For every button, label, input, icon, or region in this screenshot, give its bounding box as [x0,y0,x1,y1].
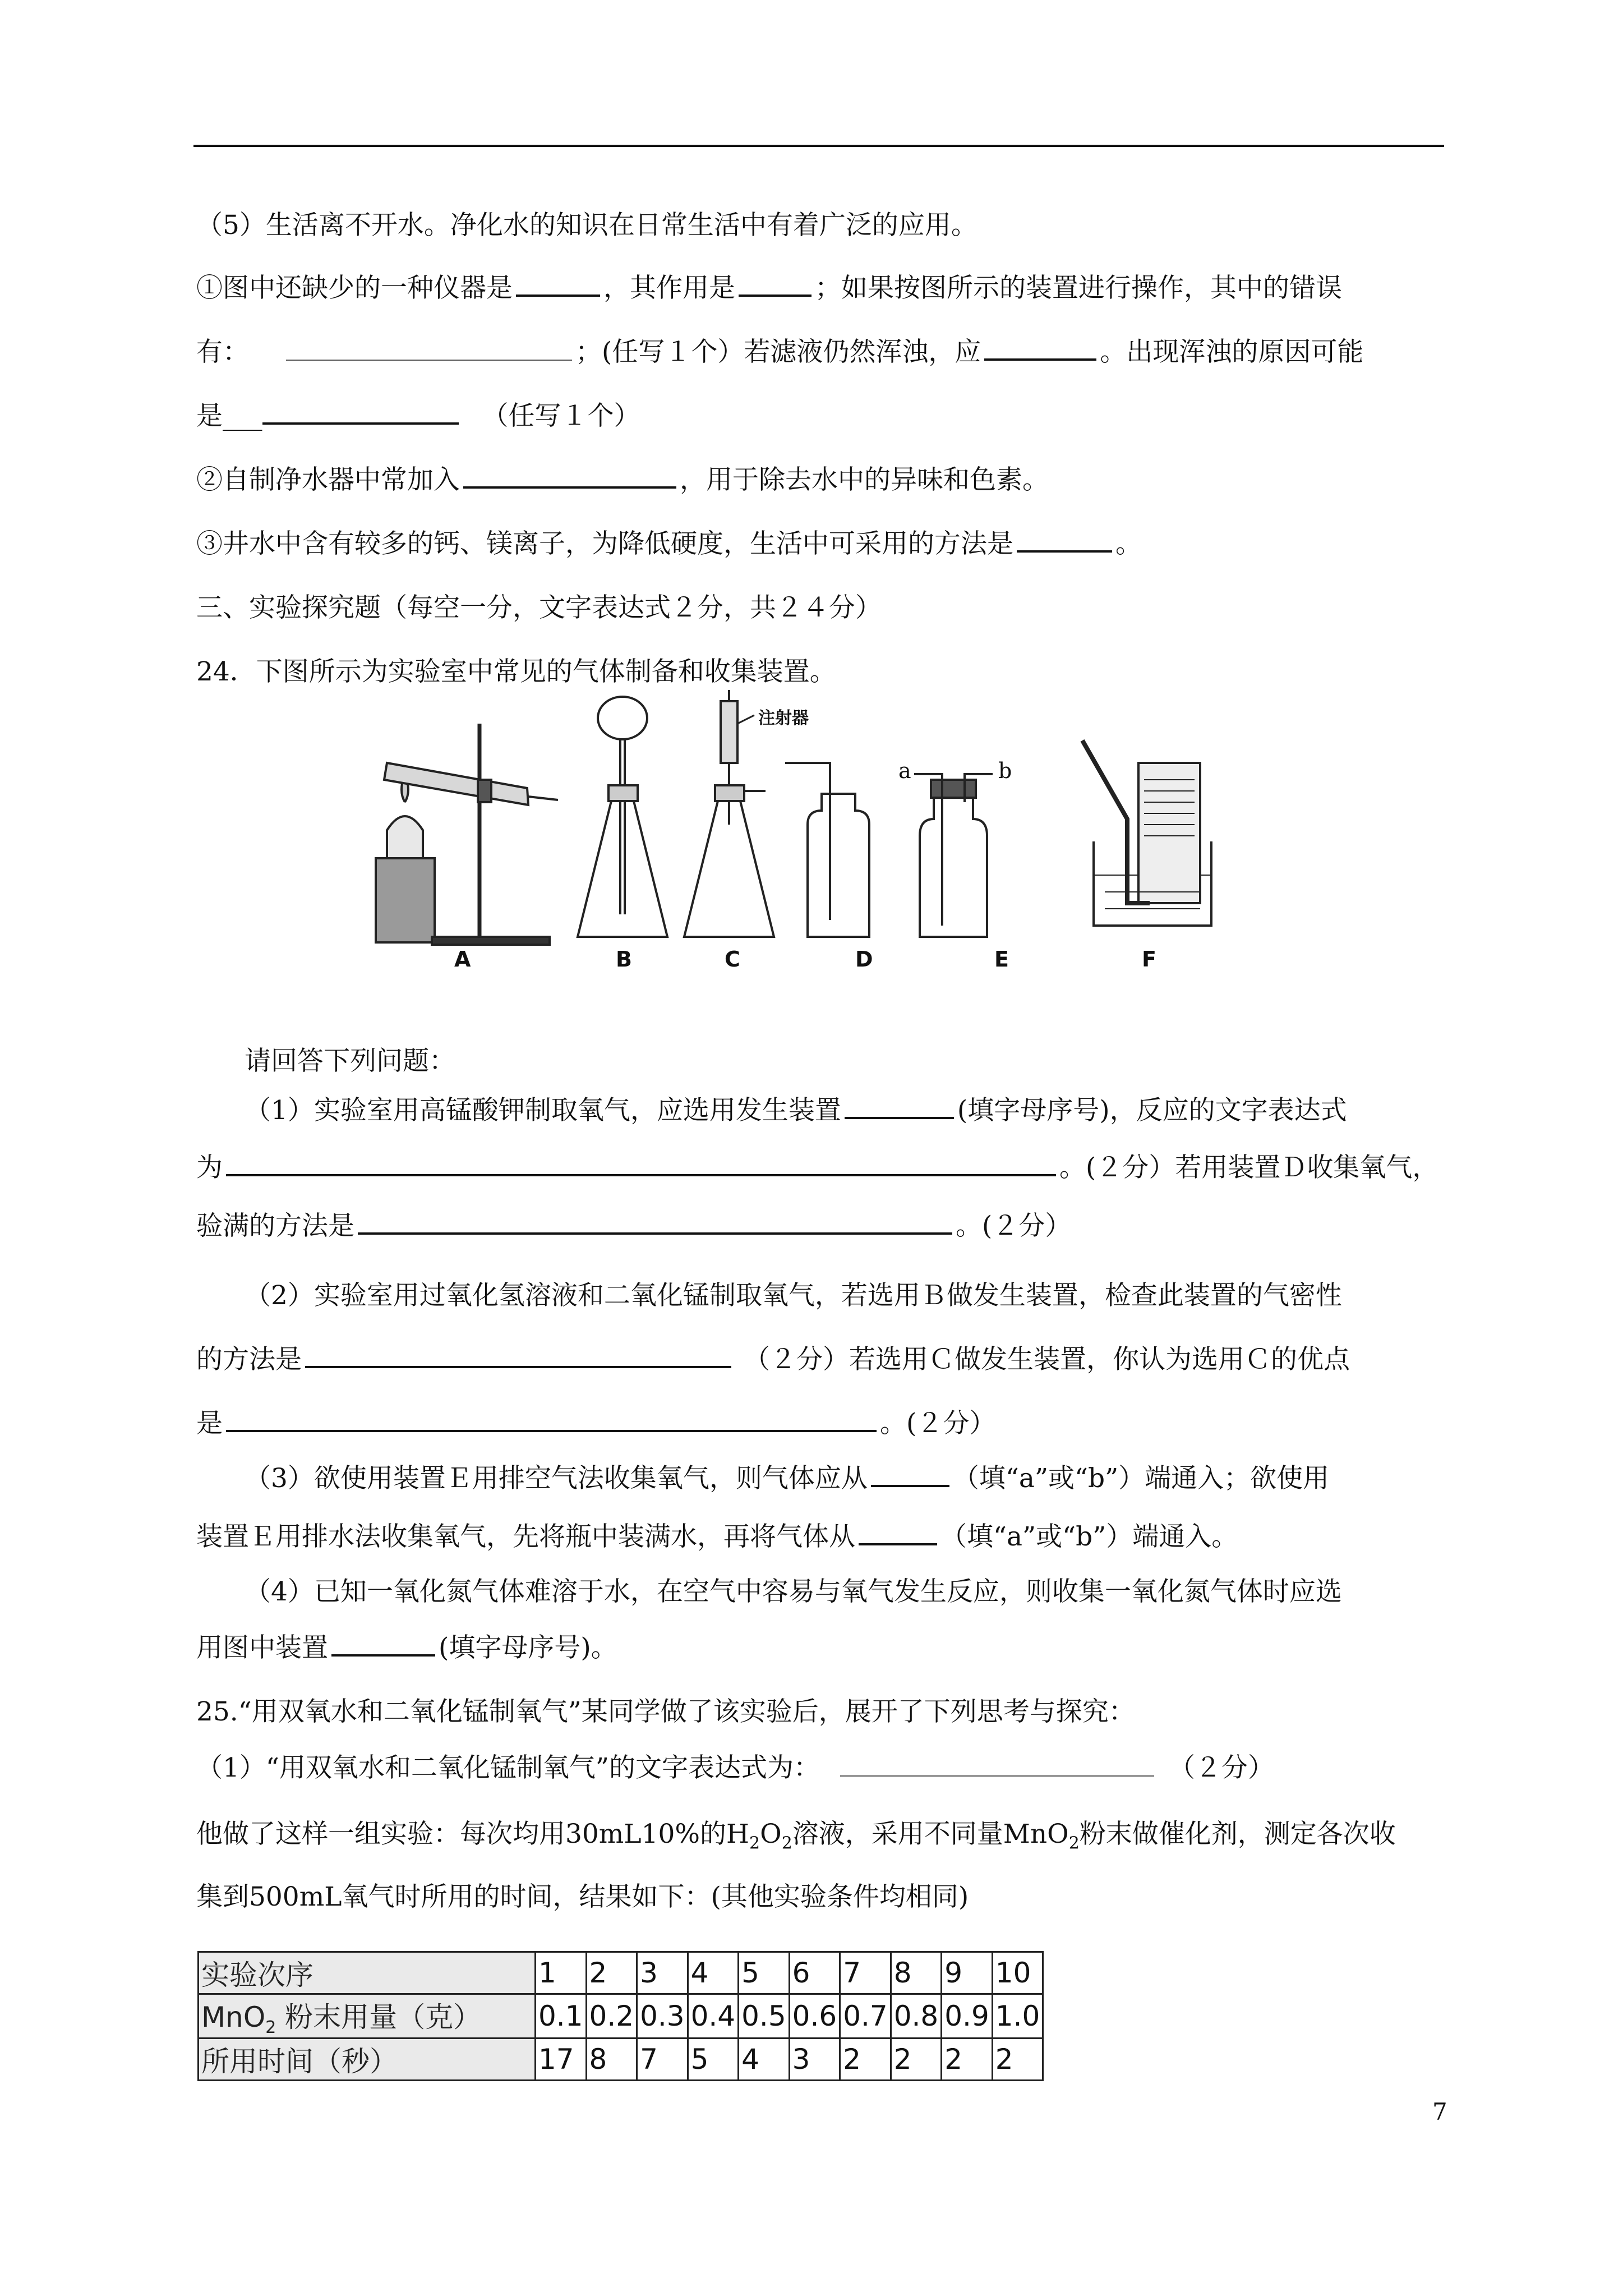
port-b-label: b [998,758,1012,783]
table-cell: 0.4 [688,1994,739,2039]
answer-blank[interactable] [1017,528,1112,553]
text-line: ；如果按图所示的装置进行操作，其中的错误 [815,273,1342,303]
syringe-label: 注射器 [758,708,809,728]
conical-flask [578,801,667,937]
syringe-icon [721,701,737,763]
table-row [199,1994,1043,2039]
table-cell: 4 [688,1952,739,1994]
answer-blank[interactable] [859,1521,937,1545]
q25-part1 [196,1751,1274,1785]
row-header: 实验次序 [199,1952,536,1994]
text-line: 25.“用双氧水和二氧化锰制氧气”某同学做了该实验后，展开了下列思考与探究： [196,1696,1135,1727]
answer-blank[interactable] [516,272,600,297]
text-line: （2）实验室用过氧化氢溶液和二氧化锰制取氧气，若选用Ｂ做发生装置，检查此装置的气密性 [245,1280,1342,1311]
text-line: 24．下图所示为实验室中常见的气体制备和收集装置。 [196,656,836,687]
text-line: 溶液，采用不同量MnO [792,1819,1069,1849]
answer-blank[interactable] [739,272,811,297]
syringe-pointer [737,715,754,724]
text-line: 。(２分） [956,1211,1072,1241]
table-cell: 2 [992,2039,1043,2081]
row-header-text: 粉末用量（克） [276,2001,482,2033]
text-line: （1）实验室用高锰酸钾制取氧气，应选用发生装置 [245,1095,841,1126]
table-cell: 8 [891,1952,942,1994]
page-number: 7 [1432,2098,1447,2125]
text-line: ③井水中含有较多的钙、镁离子，为降低硬度，生活中可采用的方法是 [196,528,1013,559]
apparatus-figure [353,690,1279,976]
stopper [715,785,744,801]
table-cell: 2 [586,1952,637,1994]
figure-label-b: B [616,947,632,972]
text-line: 用图中装置 [196,1632,328,1663]
table-cell: 10 [992,1952,1043,1994]
figure-label-c: C [725,947,740,972]
text-line: 是___ [196,401,262,431]
table-cell: 2 [942,2039,993,2081]
text-line: 。(２分） [880,1408,996,1439]
table-cell: 0.7 [840,1994,891,2039]
text-line: ，其作用是 [603,273,735,303]
text-line: 三、实验探究题（每空一分，文字表达式２分，共２４分） [196,592,882,623]
q5-part1 [196,272,1342,305]
table-cell: 3 [789,2039,840,2081]
text-line: 为 [196,1152,223,1183]
q5-intro [196,209,978,242]
port-a-label: a [898,758,911,783]
text-line: 他做了这样一组实验：每次均用30mL10%的H [196,1819,750,1849]
answer-blank[interactable] [840,1753,1154,1777]
text-line: （填“a”或“b”）端通入。 [940,1521,1238,1552]
text-line: ，用于除去水中的异味和色素。 [680,464,1049,495]
inverted-bottle [1138,763,1200,903]
text-line: （1）“用双氧水和二氧化锰制氧气”的文字表达式为： [196,1752,820,1783]
text-line: 。 [1115,528,1142,559]
table-row [199,1952,1043,1994]
text-line: 有： [196,337,249,367]
table-cell: 0.3 [637,1994,688,2039]
section-heading [196,591,882,625]
table-cell: 0.1 [536,1994,587,2039]
table-cell: 0.6 [789,1994,840,2039]
table-cell: 0.8 [891,1994,942,2039]
table-cell: 1.0 [992,1994,1043,2039]
text-line: （3）欲使用装置Ｅ用排空气法收集氧气，则气体应从 [245,1463,868,1494]
answer-blank[interactable] [331,1632,435,1657]
q24-prompt [245,1045,455,1078]
figure-label-f: F [1142,947,1156,972]
stopper [931,780,976,798]
q25-intro [196,1695,1135,1729]
figure-label-e: E [994,947,1009,972]
results-table [197,1951,1044,2081]
apparatus-drawing [353,690,1279,976]
q24-part2 [245,1279,1342,1313]
text-line: (填字母序号)。 [439,1632,617,1663]
table-cell: 0.9 [942,1994,993,2039]
table-cell: 17 [536,2039,587,2081]
q5-part1-cont [196,335,1363,369]
subscript: 2 [265,2018,276,2037]
answer-blank[interactable] [984,336,1096,361]
subscript: 2 [781,1833,792,1853]
figure-label-a: A [454,947,471,972]
q24-part4 [245,1575,1342,1609]
text-line: 装置Ｅ用排水法收集氧气，先将瓶中装满水，再将气体从 [196,1521,855,1552]
text-line: (填字母序号)，反应的文字表达式 [957,1095,1347,1126]
table-cell: 5 [739,1952,790,1994]
text-line: （4）已知一氧化氮气体难溶于水，在空气中容易与氧气发生反应，则收集一氧化氮气体时应选 [245,1576,1342,1607]
subscript: 2 [749,1833,760,1853]
text-line: 验满的方法是 [196,1211,354,1241]
answer-blank[interactable] [463,464,676,489]
table-cell: 7 [840,1952,891,1994]
header-rule [193,145,1444,147]
text-line: ②自制净水器中常加入 [196,464,460,495]
subscript: 2 [1068,1833,1080,1853]
table-cell: 2 [840,2039,891,2081]
table-row [199,2039,1043,2081]
q5-part2 [196,463,1049,497]
answer-blank[interactable] [871,1462,949,1487]
table-cell: 4 [739,2039,790,2081]
clamp [478,780,491,802]
q24-part1-cont2 [196,1209,1071,1243]
text-line: O [760,1819,782,1849]
text-line: 的方法是 [196,1344,302,1375]
text-line: （２分）若选用Ｃ做发生装置，你认为选用Ｃ的优点 [744,1344,1350,1375]
text-line: （任写１个） [482,401,640,431]
table-cell: 6 [789,1952,840,1994]
answer-blank[interactable] [305,1343,731,1368]
table-cell: 5 [688,2039,739,2081]
stand-base [432,937,550,945]
table-cell: 0.5 [739,1994,790,2039]
text-line: 请回答下列问题： [245,1046,455,1076]
table-cell: 8 [586,2039,637,2081]
gas-bottle [808,794,869,937]
q5-part1-cont2 [196,399,640,433]
table-cell: 0.2 [586,1994,637,2039]
row-header [199,1994,536,2039]
answer-blank[interactable] [226,1152,1056,1176]
text-line: （填“a”或“b”）端通入；欲使用 [952,1463,1330,1494]
answer-blank[interactable] [286,337,572,361]
text-line: （２分） [1168,1752,1274,1783]
text-line: 集到500mL氧气时所用的时间，结果如下：(其他实验条件均相同) [196,1881,969,1912]
table-cell: 1 [536,1952,587,1994]
alcohol-lamp-icon [387,816,423,858]
answer-blank[interactable] [226,1407,877,1432]
q24-part2-cont [196,1343,1350,1377]
answer-blank[interactable] [845,1094,954,1119]
text-line: 是 [196,1408,223,1439]
table-cell: 9 [942,1952,993,1994]
q25-description-cont [196,1880,969,1914]
q5-part3 [196,527,1142,561]
q24-part3-cont [196,1520,1238,1554]
text-line: 。出现浑浊的原因可能 [1100,337,1364,367]
row-header-text: MnO [201,2001,266,2033]
funnel-bulb [598,697,647,739]
text-line: 。(２分）若用装置Ｄ收集氧气， [1059,1152,1439,1183]
answer-blank[interactable] [358,1210,952,1235]
text-line: ；(任写１个）若滤液仍然浑浊，应 [575,337,981,367]
text-line: 粉末做催化剂，测定各次收 [1079,1819,1396,1849]
q24-part4-cont [196,1631,617,1665]
table-cell: 3 [637,1952,688,1994]
q24-part3 [245,1462,1329,1496]
q24-part1 [245,1094,1347,1128]
delivery-tube [528,797,558,800]
table-cell: 7 [637,2039,688,2081]
q24-intro [196,655,836,689]
q25-description [196,1818,1396,1860]
figure-label-d: D [855,947,873,972]
row-header: 所用时间（秒） [199,2039,536,2081]
table-cell: 2 [891,2039,942,2081]
q24-part1-cont [196,1151,1438,1185]
answer-blank[interactable] [262,400,459,425]
text-line: （5）生活离不开水。净化水的知识在日常生活中有着广泛的应用。 [196,210,978,241]
text-line: ①图中还缺少的一种仪器是 [196,273,513,303]
stopper [608,785,638,801]
gas-bottle [920,797,987,937]
q24-part2-cont2 [196,1407,995,1441]
wood-block [376,858,435,942]
